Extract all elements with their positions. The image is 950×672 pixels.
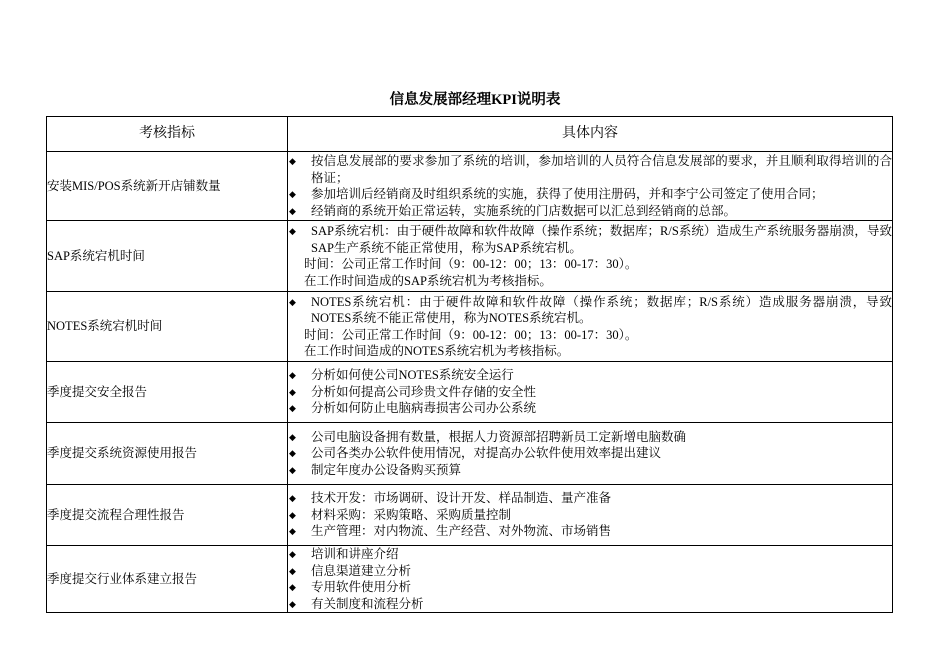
bullet-item bbox=[288, 153, 892, 186]
kpi-indicator-name: SAP系统宕机时间 bbox=[47, 221, 288, 292]
diamond-bullet-icon: ◆ bbox=[289, 464, 296, 475]
bullet-text: 信息渠道建立分析 bbox=[311, 563, 412, 578]
bullet-item bbox=[288, 445, 892, 462]
bullet-text: 分析如何提高公司珍贵文件存储的安全性 bbox=[311, 384, 537, 399]
bullet-item bbox=[288, 384, 892, 401]
kpi-indicator-name: 季度提交行业体系建立报告 bbox=[47, 546, 288, 613]
kpi-indicator-name: 季度提交系统资源使用报告 bbox=[47, 423, 288, 485]
document-title: 信息发展部经理KPI说明表 bbox=[389, 92, 561, 108]
bullet-item bbox=[288, 563, 892, 580]
note-text: 在工作时间造成的NOTES系统宕机为考核指标。 bbox=[304, 344, 570, 358]
header-indicator: 考核指标 bbox=[47, 117, 288, 152]
kpi-content-cell bbox=[288, 485, 893, 546]
kpi-table bbox=[46, 116, 893, 613]
bullet-text: 公司各类办公软件使用情况，对提高办公软件使用效率提出建议 bbox=[311, 446, 662, 461]
kpi-content-cell bbox=[288, 292, 893, 362]
bullet-item bbox=[288, 223, 892, 256]
table-header-row bbox=[47, 117, 893, 152]
bullet-item bbox=[288, 294, 892, 327]
kpi-indicator-name: NOTES系统宕机时间 bbox=[47, 292, 288, 362]
bullet-item bbox=[288, 490, 892, 507]
diamond-bullet-icon: ◆ bbox=[289, 549, 296, 559]
bullet-text: SAP系统宕机：由于硬件故障和软件故障（操作系统；数据库；R/S系统）造成生产系统服务器崩溃，导致SAP生产系统不能正常使用，称为SAP系统宕机。 bbox=[311, 224, 892, 255]
bullet-item bbox=[288, 186, 892, 203]
diamond-bullet-icon: ◆ bbox=[289, 598, 296, 609]
note-text: 时间：公司正常工作时间（9：00-12：00；13：00-17：30）。 bbox=[304, 327, 638, 342]
bullet-text: 生产管理：对内物流、生产经营、对外物流、市场销售 bbox=[311, 524, 612, 539]
note-text: 时间：公司正常工作时间（9：00-12：00；13：00-17：30）。 bbox=[304, 257, 638, 271]
diamond-bullet-icon: ◆ bbox=[289, 582, 296, 592]
diamond-bullet-icon: ◆ bbox=[289, 448, 296, 459]
bullet-text: 材料采购：采购策略、采购质量控制 bbox=[311, 507, 512, 522]
bullet-text: 分析如何防止电脑病毒损害公司办公系统 bbox=[311, 401, 537, 416]
table-body bbox=[47, 152, 893, 613]
diamond-bullet-icon: ◆ bbox=[289, 403, 296, 414]
bullet-item bbox=[288, 546, 892, 563]
diamond-bullet-icon: ◆ bbox=[289, 526, 296, 537]
bullet-item bbox=[288, 579, 892, 596]
diamond-bullet-icon: ◆ bbox=[289, 509, 296, 520]
diamond-bullet-icon: ◆ bbox=[289, 565, 296, 576]
table-row bbox=[47, 152, 893, 221]
diamond-bullet-icon: ◆ bbox=[289, 431, 296, 442]
bullet-item bbox=[288, 596, 892, 613]
diamond-bullet-icon: ◆ bbox=[289, 370, 296, 381]
bullet-text: 分析如何使公司NOTES系统安全运行 bbox=[311, 368, 514, 383]
bullet-text: 有关制度和流程分析 bbox=[311, 596, 424, 611]
diamond-bullet-icon: ◆ bbox=[289, 189, 296, 199]
bullet-text: 按信息发展部的要求参加了系统的培训，参加培训的人员符合信息发展部的要求，并且顺利取得培训的合格证； bbox=[311, 154, 892, 185]
header-content: 具体内容 bbox=[288, 117, 893, 152]
diamond-bullet-icon: ◆ bbox=[289, 493, 296, 504]
kpi-indicator-name: 安装MIS/POS系统新开店铺数量 bbox=[47, 152, 288, 221]
table-row bbox=[47, 221, 893, 292]
bullet-text: NOTES系统宕机：由于硬件故障和软件故障（操作系统；数据库；R/S系统）造成服务器崩溃，导致NOTES系统不能正常使用，称为NOTES系统宕机。 bbox=[311, 294, 892, 325]
table-row bbox=[47, 423, 893, 485]
kpi-content-cell bbox=[288, 423, 893, 485]
diamond-bullet-icon: ◆ bbox=[289, 156, 296, 166]
kpi-content-cell bbox=[288, 221, 893, 292]
kpi-content-cell bbox=[288, 362, 893, 423]
bullet-text: 经销商的系统开始正常运转，实施系统的门店数据可以汇总到经销商的总部。 bbox=[311, 203, 737, 218]
bullet-item bbox=[288, 203, 892, 220]
bullet-item bbox=[288, 523, 892, 540]
bullet-text: 公司电脑设备拥有数量，根据人力资源部招聘新员工定新增电脑数确 bbox=[311, 429, 687, 444]
kpi-indicator-name: 季度提交安全报告 bbox=[47, 362, 288, 423]
table-row bbox=[47, 485, 893, 546]
bullet-text: 制定年度办公设备购买预算 bbox=[311, 462, 462, 477]
bullet-text: 专用软件使用分析 bbox=[311, 580, 412, 594]
bullet-item bbox=[288, 400, 892, 417]
diamond-bullet-icon: ◆ bbox=[289, 205, 296, 216]
bullet-item bbox=[288, 462, 892, 479]
diamond-bullet-icon: ◆ bbox=[289, 226, 296, 236]
kpi-content-cell bbox=[288, 152, 893, 221]
kpi-content-cell bbox=[288, 546, 893, 613]
bullet-item bbox=[288, 507, 892, 524]
diamond-bullet-icon: ◆ bbox=[289, 296, 296, 307]
bullet-item bbox=[288, 367, 892, 384]
table-row bbox=[47, 292, 893, 362]
table-row bbox=[47, 546, 893, 613]
bullet-text: 培训和讲座介绍 bbox=[311, 547, 399, 561]
bullet-item bbox=[288, 429, 892, 446]
bullet-text: 参加培训后经销商及时组织系统的实施，获得了使用注册码，并和李宁公司签定了使用合同； bbox=[311, 187, 824, 201]
diamond-bullet-icon: ◆ bbox=[289, 386, 296, 397]
kpi-indicator-name: 季度提交流程合理性报告 bbox=[47, 485, 288, 546]
bullet-text: 技术开发：市场调研、设计开发、样品制造、量产准备 bbox=[311, 491, 612, 506]
note-text: 在工作时间造成的SAP系统宕机为考核指标。 bbox=[304, 273, 552, 288]
table-row bbox=[47, 362, 893, 423]
